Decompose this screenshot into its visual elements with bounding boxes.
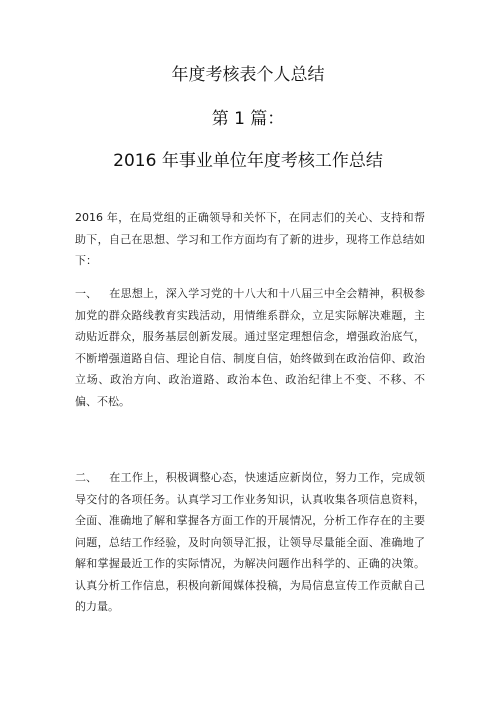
section-number-2: 二、 [75,471,97,484]
section-paragraph-2 [75,467,425,618]
intro-paragraph: 2016 年，在局党组的正确领导和关怀下，在同志们的关心、支持和帮助下，自己在思想、学习和工作方面均有了新的进步，现将工作总结如下： [75,211,425,267]
section-paragraph-1 [75,283,425,412]
article-title: 2016 年事业单位年度考核工作总结 [113,151,383,171]
section-text-2: 在工作上，积极调整心态，快速适应新岗位，努力工作，完成领导交付的各项任务。认真学习工作业务知识，认真收集各项信息资料，全面、准确地了解和掌握各方面工作的开展情况，分析工作存在的主要问题，总结工作经验，及时向领导汇报，让领导尽量能全面、准确地了解和掌握最近工作的实际情况，为解决问题作出科学的、正确的决策。认真分析工作信息，积极向新闻媒体投稿，为局信息宣传工作贡献自己的力量。 [75,471,425,613]
chapter-heading: 第 1 篇： [211,109,285,129]
section-number-1: 一、 [75,287,97,300]
document-title: 年度考核表个人总结 [171,65,325,85]
section-text-1: 在思想上，深入学习党的十八大和十八届三中全会精神，积极参加党的群众路线教育实践活动，用情维系群众，立足实际解决难题，主动贴近群众，服务基层创新发展。通过坚定理想信念，增强政治底气，不断增强道路自信、理论自信、制度自信，始终做到在政治信仰、政治立场、政治方向、政治道路、政治本色、政治纪律上不变、不移、不偏、不松。 [75,287,425,408]
